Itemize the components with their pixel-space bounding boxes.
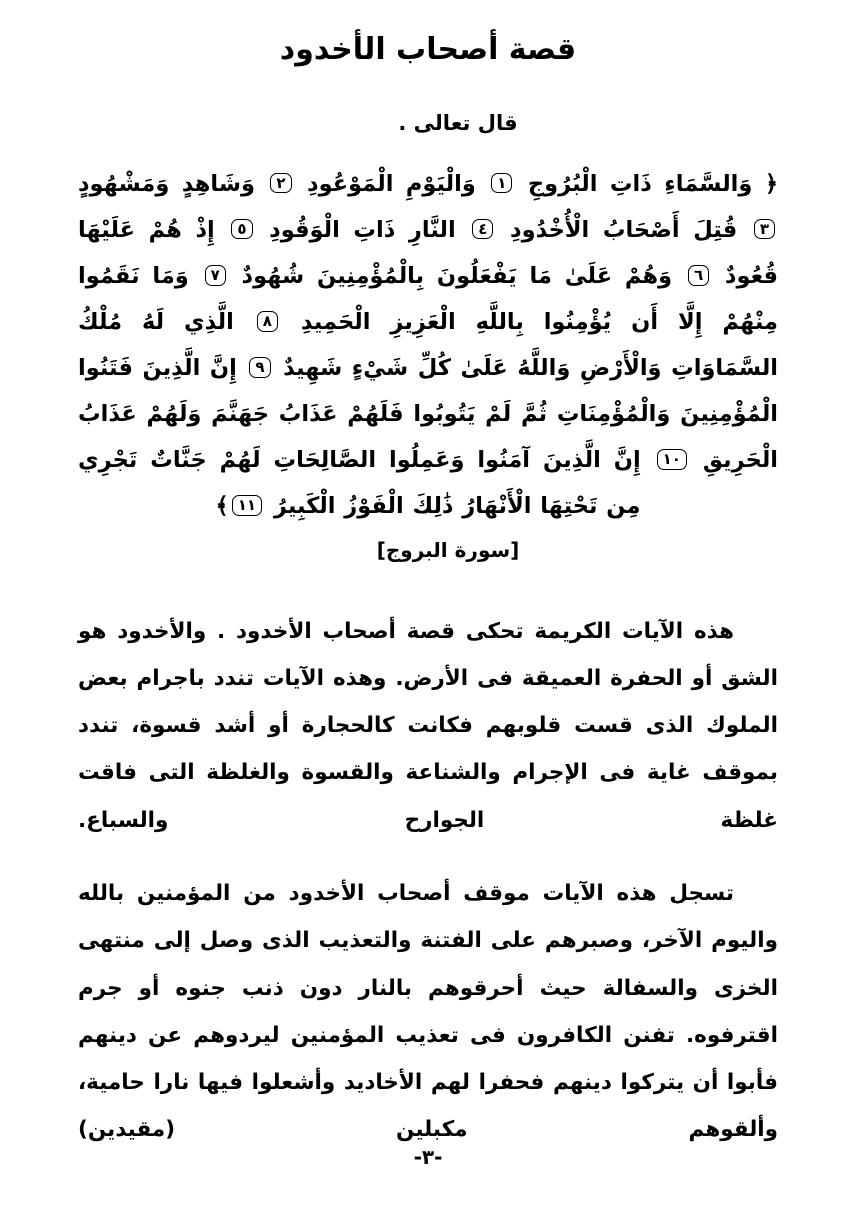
verse-number-marker: ١ — [491, 173, 512, 194]
quran-verse-text: وَالسَّمَاءِ ذَاتِ الْبُرُوجِ — [515, 170, 765, 197]
quran-verse-text: وَالْيَوْمِ الْمَوْعُودِ — [294, 170, 489, 197]
verse-number-marker: ١٠ — [657, 449, 687, 470]
ornate-close-bracket: ﴾ — [215, 493, 229, 520]
quran-verse-text: الَّذِي لَهُ مُلْكُ السَّمَاوَاتِ وَالْأَرْضِ وَاللَّهُ عَلَىٰ كُلِّ شَيْءٍ شَهِيدٌ — [78, 308, 778, 381]
quran-verse-text: قُتِلَ أَصْحَابُ الْأُخْدُودِ — [496, 216, 751, 243]
quran-verses-container — [78, 171, 778, 520]
quran-verse-text: وَهُمْ عَلَىٰ مَا يَفْعَلُونَ بِالْمُؤْمِنِينَ شُهُودٌ — [228, 262, 685, 289]
verse-number-marker: ٩ — [249, 357, 270, 378]
verse-number-marker: ٨ — [257, 311, 278, 332]
page-title: قصة أصحاب الأخدود — [279, 32, 577, 67]
quran-verse-text: إِذْ هُمْ عَلَيْهَا قُعُودٌ — [78, 216, 778, 289]
commentary-paragraph: تسجل هذه الآيات موقف أصحاب الأخدود من المؤمنين بالله واليوم الآخر، وصبرهم على الفتنة والتعذيب الذى وصل إلى منتهى الخزى والسفالة حيث أحرقوهم بالنار دون ذنب جنوه أو جرم اقترفوه. تفنن الكافرون فى تعذيب المؤمنين ليردوهم عن دينهم فأبوا أن يتركوا دينهم فحفرا لهم الأخاديد وأشعلوا فيها نارا حامية، وألقوهم مكبلين (مقيدين) — [78, 880, 778, 1143]
page-content — [78, 0, 778, 1154]
commentary-paragraph: هذه الآيات الكريمة تحكى قصة أصحاب الأخدود . والأخدود هو الشق أو الحفرة العميقة فى الأرض. وهذه الآيات تندد باجرام بعض الملوك الذى قست قلوبهم فكانت كالحجارة أو أشد قسوة، تندد بموقف غاية فى الإجرام والشناعة والقسوة والغلظة التى فاقت غلظة الجوارح والسباع. — [78, 618, 778, 833]
verse-number-marker: ٣ — [754, 219, 775, 240]
surah-citation: [سورة البروج] — [376, 537, 520, 562]
ornate-open-bracket: ﴿ — [764, 170, 778, 197]
page-number: -٣- — [413, 1145, 443, 1169]
quran-passage — [78, 161, 778, 530]
verse-number-marker: ٤ — [472, 219, 493, 240]
quran-verse-text: وَمَا نَقَمُوا مِنْهُمْ إِلَّا أَن يُؤْمِنُوا بِاللَّهِ الْعَزِيزِ الْحَمِيدِ — [78, 262, 778, 335]
quran-verse-text: النَّارِ ذَاتِ الْوَقُودِ — [255, 216, 470, 243]
verse-number-marker: ٦ — [688, 265, 709, 286]
verse-number-marker: ٢ — [270, 173, 291, 194]
quran-verse-text: إِنَّ الَّذِينَ آمَنُوا وَعَمِلُوا الصَّالِحَاتِ لَهُمْ جَنَّاتٌ تَجْرِي مِن تَحْتِهَا الْأَنْهَارُ ذَٰلِكَ الْفَوْزُ الْكَبِيرُ — [78, 447, 654, 520]
verse-number-marker: ٧ — [205, 265, 226, 286]
verse-number-marker: ١١ — [232, 495, 262, 516]
lead-in-phrase: قال تعالى . — [398, 110, 518, 135]
quran-verse-text: إِنَّ الَّذِينَ فَتَنُوا الْمُؤْمِنِينَ وَالْمُؤْمِنَاتِ ثُمَّ لَمْ يَتُوبُوا فَلَهُمْ عَذَابُ جَهَنَّمَ وَلَهُمْ عَذَابُ الْحَرِيقِ — [78, 355, 779, 474]
quran-verse-text: وَشَاهِدٍ وَمَشْهُودٍ — [78, 170, 268, 197]
verse-number-marker: ٥ — [231, 219, 252, 240]
